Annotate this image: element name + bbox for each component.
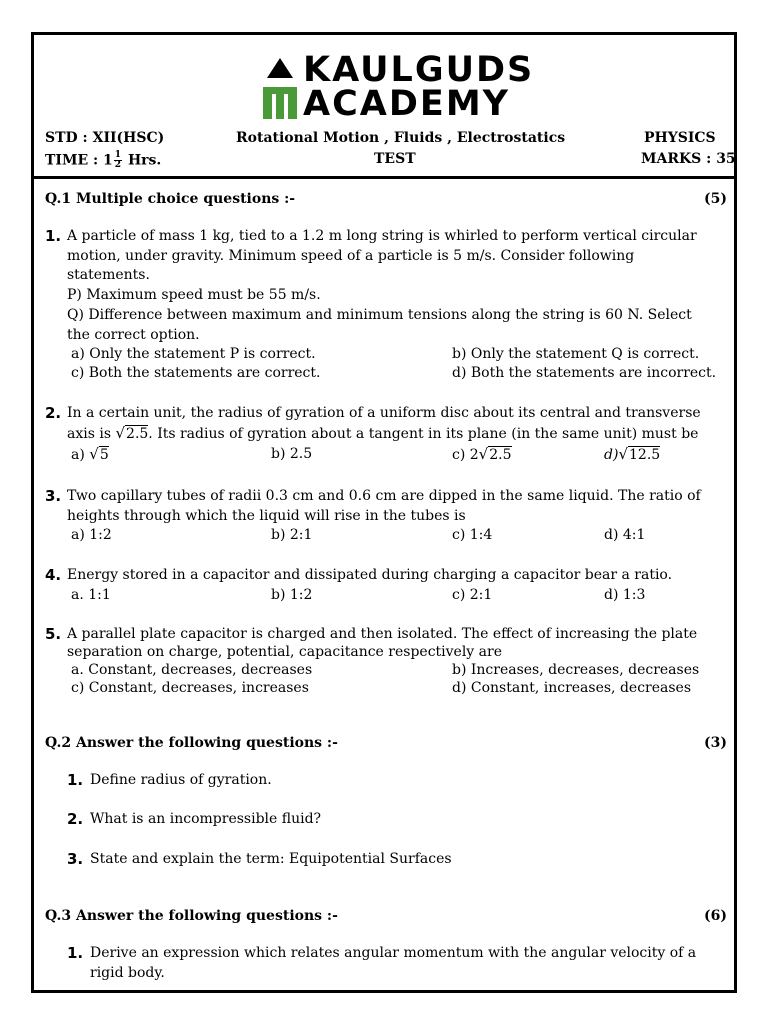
- q1-3-text: Two capillary tubes of radii 0.3 cm and 0.6 cm are dipped in the same liquid. The ratio of heights through which the liquid will rise in the tubes is: [67, 488, 701, 524]
- q1-1-number: 1.: [45, 227, 62, 245]
- q1-2-root-value: 2.5: [126, 426, 149, 442]
- paper-header: [34, 35, 734, 179]
- building-icon: [261, 87, 299, 119]
- q1-2-number: 2.: [45, 404, 62, 422]
- q1-5-option-d: d) Constant, increases, decreases: [452, 680, 692, 696]
- q1-2-text-line1: In a certain unit, the radius of gyration of a uniform disc about its central and transverse: [67, 405, 701, 421]
- q1-1-statement-q: Q) Difference between maximum and minimum tensions along the string is 60 N. Select the correct option.: [67, 307, 692, 343]
- q1-4-number: 4.: [45, 566, 62, 584]
- time-unit: Hrs.: [127, 152, 162, 169]
- q1-4-text: Energy stored in a capacitor and dissipated during charging a capacitor bear a ratio.: [67, 567, 673, 583]
- q1-2-text-part2: . Its radius of gyration about a tangent in its plane (in the same unit) must be: [148, 426, 699, 442]
- std-label: STD : XII(HSC): [45, 130, 165, 146]
- fraction-numerator: 1: [114, 150, 122, 160]
- q2-marks: (3): [704, 735, 727, 751]
- option-c-prefix: c) 2: [452, 447, 479, 463]
- q1-2-option-b: b) 2.5: [271, 446, 313, 462]
- q1-3-option-a: a) 1:2: [71, 527, 112, 543]
- q1-5-number: 5.: [45, 625, 62, 643]
- sqrt-symbol: √: [618, 445, 628, 463]
- q1-4-option-c: c) 2:1: [452, 587, 493, 603]
- q1-2-text-part1: axis is: [67, 426, 116, 442]
- q2-3-text: State and explain the term: Equipotential Surfaces: [90, 851, 452, 867]
- q1-4-option-b: b) 1:2: [271, 587, 313, 603]
- q3-1-number: 1.: [67, 944, 84, 962]
- q2-2-text: What is an incompressible fluid?: [90, 811, 322, 827]
- q1-3-number: 3.: [45, 487, 62, 505]
- q1-1-text: A particle of mass 1 kg, tied to a 1.2 m long string is whirled to perform vertical circular motion, under gravity. Minimum speed of a particle is 5 m/s. Consider following statements.: [67, 228, 697, 283]
- triangle-icon: [267, 58, 293, 78]
- q1-1-option-b: b) Only the statement Q is correct.: [452, 346, 700, 362]
- paper-frame: [31, 32, 737, 993]
- q2-1-text: Define radius of gyration.: [90, 772, 272, 788]
- option-a-prefix: a): [71, 447, 90, 463]
- q3-marks: (6): [704, 908, 727, 924]
- q1-3-option-b: b) 2:1: [271, 527, 313, 543]
- marks-label: MARKS : 35: [641, 151, 736, 167]
- q1-2-option-c: [452, 445, 512, 466]
- q1-5-text: A parallel plate capacitor is charged and then isolated. The effect of increasing the plate separation on charge, potential, capacitance respectively are: [67, 626, 698, 660]
- q1-3-option-c: c) 1:4: [452, 527, 493, 543]
- q1-title: Q.1 Multiple choice questions :-: [45, 191, 296, 207]
- q1-2-option-d: [604, 445, 660, 466]
- q2-title: Q.2 Answer the following questions :-: [45, 735, 338, 751]
- q1-4-option-d: d) 1:3: [604, 587, 646, 603]
- q1-5-option-b: b) Increases, decreases, decreases: [452, 662, 700, 678]
- sqrt-symbol: √: [478, 445, 489, 463]
- q2-1-number: 1.: [67, 771, 84, 789]
- q1-5-option-a: a. Constant, decreases, decreases: [71, 662, 313, 678]
- q1-2-option-a: [71, 445, 109, 466]
- logo-line-2: ACADEMY: [303, 84, 510, 124]
- option-a-root: 5: [99, 447, 109, 463]
- test-label: TEST: [374, 151, 416, 167]
- paper-topic: Rotational Motion , Fluids , Electrostatics: [236, 130, 566, 146]
- option-c-root: 2.5: [489, 447, 512, 463]
- option-d-root: 12.5: [629, 447, 661, 463]
- time-value: TIME : 1: [45, 152, 113, 169]
- q2-3-number: 3.: [67, 850, 84, 868]
- q1-5-option-c: c) Constant, decreases, increases: [71, 680, 309, 696]
- academy-logo: [261, 50, 551, 124]
- sqrt-symbol: √: [89, 445, 99, 463]
- time-fraction: [114, 151, 122, 170]
- subject-label: PHYSICS: [644, 130, 716, 146]
- q1-1-option-c: c) Both the statements are correct.: [71, 365, 321, 381]
- q1-2-text-line2: [67, 424, 698, 445]
- q3-title: Q.3 Answer the following questions :-: [45, 908, 338, 924]
- q1-4-option-a: a. 1:1: [71, 587, 111, 603]
- q1-marks: (5): [704, 191, 727, 207]
- q2-2-number: 2.: [67, 810, 84, 828]
- option-d-prefix: d): [604, 447, 619, 463]
- logo-line-1: KAULGUDS: [303, 50, 535, 90]
- q1-3-option-d: d) 4:1: [604, 527, 646, 543]
- sqrt-symbol: √: [115, 424, 126, 442]
- q1-1-option-d: d) Both the statements are incorrect.: [452, 365, 717, 381]
- fraction-denominator: 2: [114, 160, 122, 170]
- time-label: [45, 151, 161, 170]
- q1-1-statement-p: P) Maximum speed must be 55 m/s.: [67, 287, 321, 303]
- q1-1-option-a: a) Only the statement P is correct.: [71, 346, 316, 362]
- q3-1-text: Derive an expression which relates angular momentum with the angular velocity of a rigid body.: [90, 945, 697, 981]
